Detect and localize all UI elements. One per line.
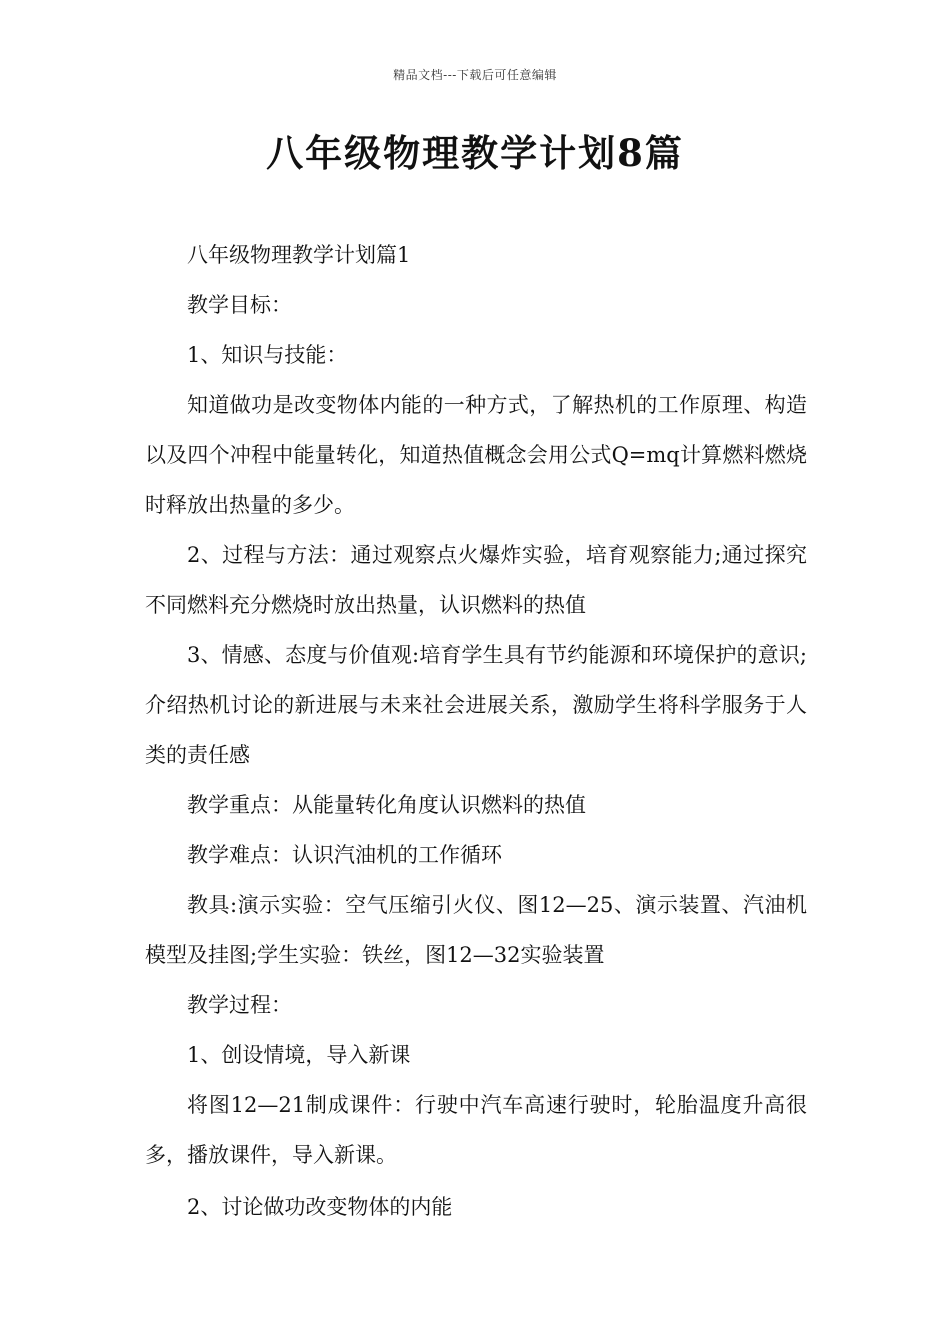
paragraph: 3、情感、态度与价值观:培育学生具有节约能源和环境保护的意识;介绍热机讨论的新进展与未来社会进展关系，激励学生将科学服务于人类的责任感 [145,643,807,767]
paragraph: 教学过程： [187,993,292,1017]
section-heading: 八年级物理教学计划篇1 [187,243,411,267]
document-body [145,230,807,1232]
paragraph: 教学难点：认识汽油机的工作循环 [187,843,502,867]
paragraph: 1、知识与技能： [187,343,348,367]
paragraph: 2、讨论做功改变物体的内能 [187,1195,453,1219]
paragraph: 将图12—21制成课件：行驶中汽车高速行驶时，轮胎温度升高很多，播放课件，导入新课。 [145,1093,807,1167]
paragraph: 教学目标： [187,293,292,317]
paragraph: 教具:演示实验：空气压缩引火仪、图12—25、演示装置、汽油机模型及挂图;学生实验：铁丝，图12—32实验装置 [145,893,807,967]
paragraph: 2、过程与方法：通过观察点火爆炸实验，培育观察能力;通过探究不同燃料充分燃烧时放出热量，认识燃料的热值 [145,543,807,617]
paragraph: 知道做功是改变物体内能的一种方式，了解热机的工作原理、构造以及四个冲程中能量转化，知道热值概念会用公式Q=mq计算燃料燃烧时释放出热量的多少。 [145,393,807,517]
page-header: 精品文档---下载后可任意编辑 [393,68,557,82]
document-title: 八年级物理教学计划8篇 [266,131,684,175]
paragraph: 教学重点：从能量转化角度认识燃料的热值 [187,793,586,817]
paragraph: 1、创设情境，导入新课 [187,1043,411,1067]
